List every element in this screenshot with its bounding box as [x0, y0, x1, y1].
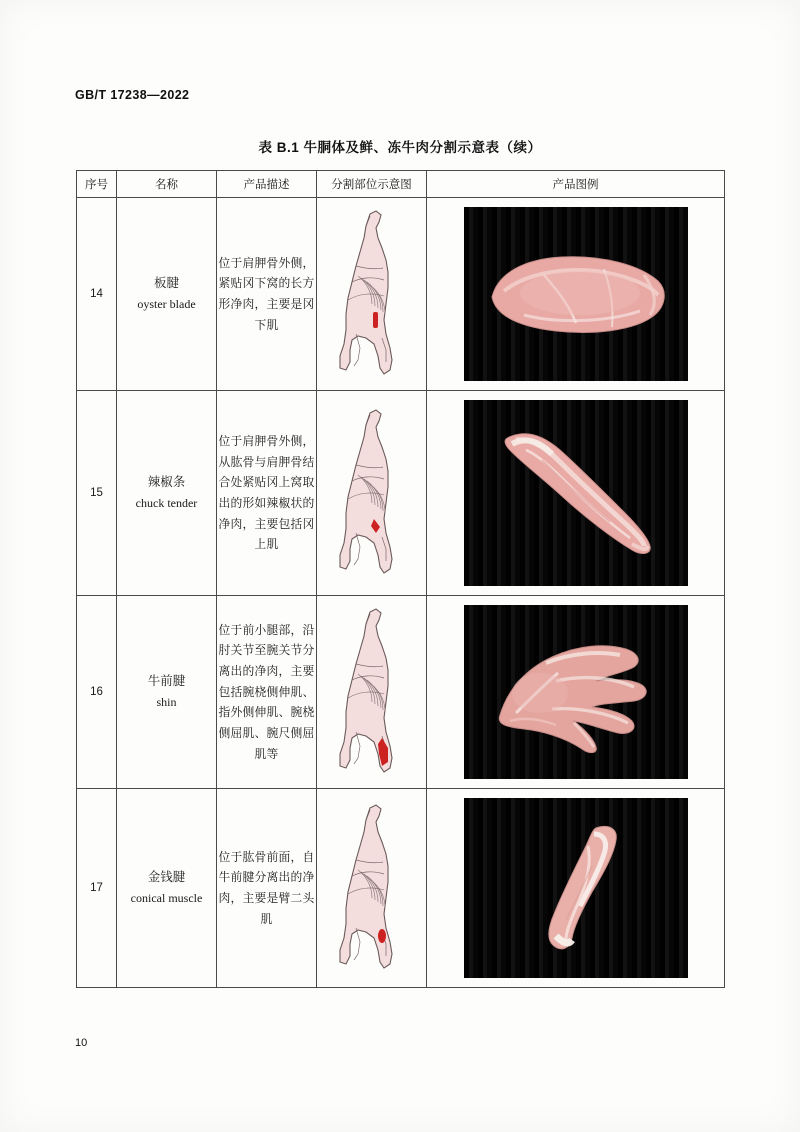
cut-name-en: conical muscle [130, 891, 203, 906]
row-number: 16 [77, 596, 117, 789]
table-header-row [77, 171, 725, 198]
diagram-cell [317, 789, 427, 988]
meat-photo-shin [464, 605, 688, 779]
beef-carcass-diagram-conical-muscle [322, 802, 422, 974]
highlight-region [378, 929, 386, 943]
table-caption: 表 B.1 牛胴体及鲜、冻牛肉分割示意表（续） [258, 140, 542, 155]
page-number: 10 [75, 1037, 88, 1049]
beef-carcass-diagram-shin [322, 606, 422, 778]
photo-cell [427, 391, 725, 596]
row-number: 17 [77, 789, 117, 988]
column-header-name: 名称 [117, 171, 217, 198]
standard-code-header: GB/T 17238—2022 [75, 88, 190, 102]
beef-carcass-diagram-chuck-tender [322, 407, 422, 579]
meat-photo-conical-muscle [464, 798, 688, 978]
meat-photo-oyster-blade [464, 207, 688, 381]
photo-cell [427, 596, 725, 789]
table-row [77, 391, 725, 596]
diagram-cell [317, 596, 427, 789]
cut-name-cn: 牛前腱 [147, 674, 186, 689]
column-header-diagram: 分割部位示意图 [317, 171, 427, 198]
cut-name-cn: 辣椒条 [147, 475, 186, 490]
highlight-region [373, 312, 378, 328]
beef-cuts-table [76, 170, 725, 988]
table-row [77, 198, 725, 391]
cut-name-cn: 金钱腱 [147, 870, 186, 885]
beef-carcass-diagram-oyster-blade [322, 208, 422, 380]
row-number: 15 [77, 391, 117, 596]
column-header-no: 序号 [77, 171, 117, 198]
cut-name-en: oyster blade [137, 297, 196, 312]
photo-cell [427, 789, 725, 988]
table-row [77, 789, 725, 988]
cut-description: 位于肱骨前面，自牛前腱分离出的净肉，主要是臂二头肌 [217, 789, 317, 988]
cut-description: 位于肩胛骨外侧，从肱骨与肩胛骨结合处紧贴冈上窝取出的形如辣椒状的净肉，主要包括冈上肌 [217, 391, 317, 596]
cut-description: 位于前小腿部，沿肘关节至腕关节分离出的净肉，主要包括腕桡侧伸肌、指外侧伸肌、腕桡侧屈肌、腕尺侧屈肌等 [217, 596, 317, 789]
row-number: 14 [77, 198, 117, 391]
cut-name-en: chuck tender [135, 496, 198, 511]
column-header-photo: 产品图例 [427, 171, 725, 198]
meat-photo-chuck-tender [464, 400, 688, 586]
diagram-cell [317, 391, 427, 596]
cut-name [117, 198, 217, 391]
photo-cell [427, 198, 725, 391]
cut-description: 位于肩胛骨外侧，紧贴冈下窝的长方形净肉，主要是冈下肌 [217, 198, 317, 391]
table-row [77, 596, 725, 789]
cut-name-en: shin [156, 695, 177, 710]
cut-name-cn: 板腱 [153, 276, 179, 291]
cut-name [117, 789, 217, 988]
column-header-description: 产品描述 [217, 171, 317, 198]
cut-name [117, 391, 217, 596]
diagram-cell [317, 198, 427, 391]
cut-name [117, 596, 217, 789]
